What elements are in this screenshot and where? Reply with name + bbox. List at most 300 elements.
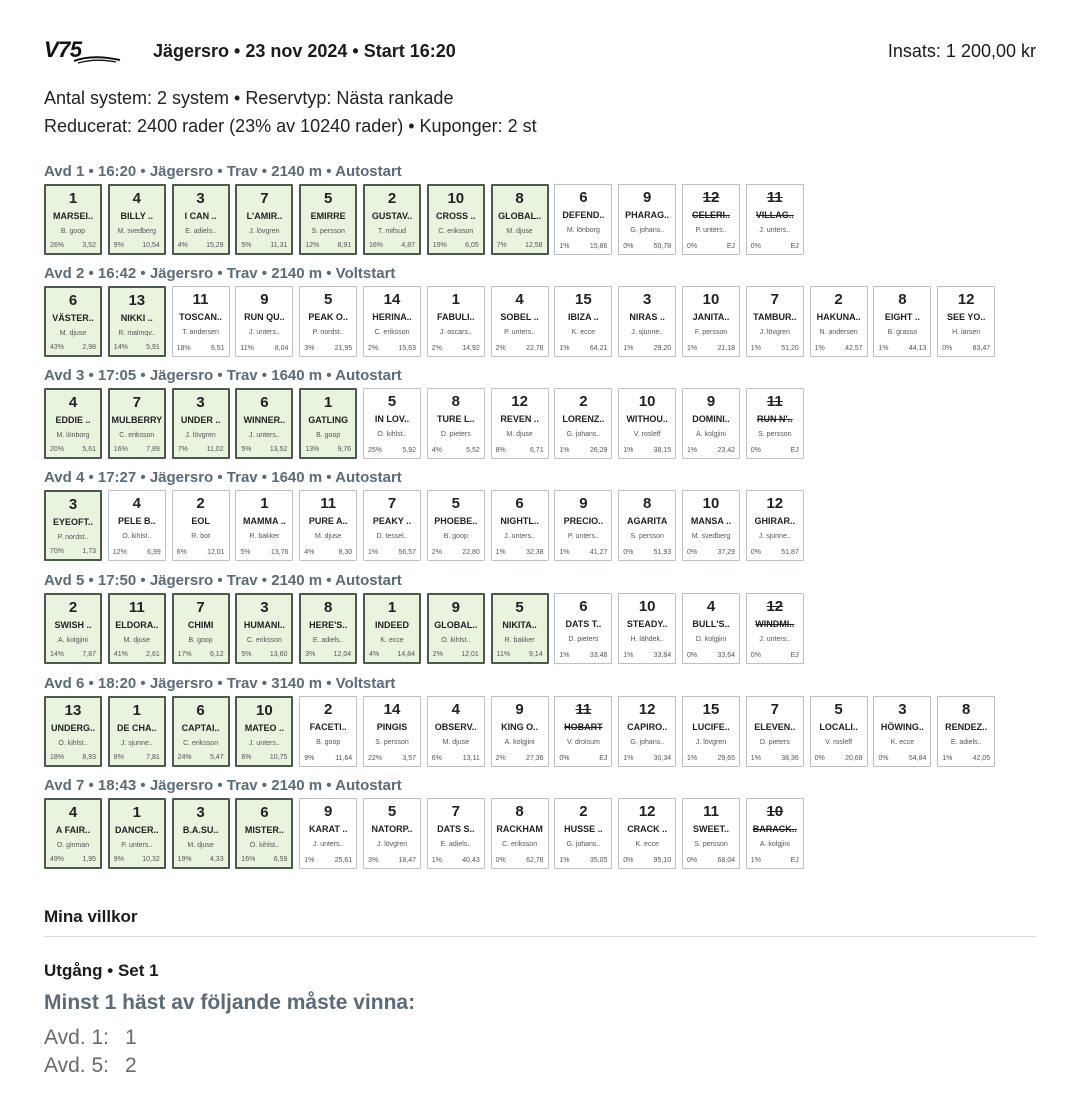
horse-card[interactable] — [363, 184, 421, 255]
bet-percentage: 2% — [368, 345, 379, 352]
horse-number: 12 — [638, 701, 656, 718]
horse-number: 9 — [706, 393, 716, 410]
bet-percentage: 0% — [942, 345, 953, 352]
bet-percentage: 1% — [623, 755, 634, 762]
horse-card[interactable] — [491, 388, 549, 459]
bet-percentage: 4% — [177, 242, 188, 249]
horse-name: A FAIR.. — [55, 825, 91, 835]
horse-card[interactable] — [299, 490, 357, 561]
horse-number: 9 — [515, 701, 524, 718]
horse-card[interactable] — [618, 798, 676, 869]
driver-name: J. oscars.. — [439, 329, 472, 336]
horse-odds: 44,13 — [908, 345, 927, 352]
horse-name: EYEOFT.. — [52, 517, 93, 527]
horse-name: HOBART — [564, 722, 603, 732]
driver-name: C. eriksson — [119, 432, 155, 439]
horse-card[interactable] — [682, 286, 740, 357]
horse-name: PHARAG.. — [625, 210, 670, 220]
horse-odds: 12,01 — [207, 549, 225, 556]
horse-odds: 11,31 — [270, 242, 288, 249]
driver-name: G. johans.. — [566, 841, 601, 848]
horse-name: PELE B.. — [118, 516, 156, 526]
driver-name: E. adiels.. — [950, 739, 982, 746]
driver-name: K. ecce — [571, 329, 596, 336]
horse-card[interactable] — [810, 286, 868, 357]
driver-name: P. nordst.. — [57, 534, 89, 541]
horse-odds: 83,47 — [972, 345, 991, 352]
horse-card[interactable] — [427, 696, 485, 767]
bet-percentage: 9% — [113, 242, 124, 249]
bet-percentage: 1% — [559, 447, 570, 454]
horse-name: HÖWING.. — [880, 722, 924, 732]
horse-card[interactable] — [554, 593, 612, 664]
horse-card[interactable] — [363, 593, 421, 664]
bet-percentage: 1% — [368, 549, 379, 556]
bet-percentage: 0% — [623, 243, 634, 250]
horse-card[interactable] — [44, 490, 102, 561]
horse-odds: 29,20 — [653, 345, 672, 352]
driver-name: B. grasso — [887, 329, 918, 336]
driver-name: O. ginman — [56, 842, 90, 849]
driver-name: Ö. kihlst.. — [249, 842, 279, 849]
condition-horse-number: 2 — [125, 1054, 137, 1077]
bet-percentage: 9% — [304, 755, 315, 762]
bet-percentage: 0% — [750, 549, 761, 556]
horse-card[interactable] — [491, 184, 549, 255]
bet-percentage: 1% — [304, 857, 315, 864]
horse-odds: 1,95 — [82, 856, 96, 863]
driver-name: T. mifsud — [377, 228, 406, 235]
horse-card[interactable] — [491, 593, 549, 664]
horse-name: EOL — [191, 516, 210, 526]
horse-card[interactable] — [554, 696, 612, 767]
bet-percentage: 0% — [878, 755, 889, 762]
horse-number: 3 — [260, 599, 269, 616]
horse-card[interactable] — [363, 286, 421, 357]
bet-percentage: 12% — [112, 549, 127, 556]
horse-odds: 9,76 — [337, 446, 352, 453]
horse-number: 4 — [68, 804, 78, 821]
horse-number: 1 — [132, 804, 141, 821]
bet-percentage: 41% — [113, 651, 128, 658]
horse-card[interactable] — [746, 388, 804, 459]
horse-card[interactable] — [554, 184, 612, 255]
horse-card[interactable] — [427, 593, 485, 664]
bet-percentage: 1% — [623, 345, 634, 352]
horse-number: 12 — [638, 803, 656, 820]
horse-odds: 12,58 — [525, 242, 543, 249]
driver-name: M. svedberg — [117, 228, 157, 235]
horse-card[interactable] — [554, 388, 612, 459]
horse-number: 5 — [387, 393, 397, 410]
horse-name: MAMMA .. — [243, 516, 286, 526]
horse-name: DOMINI.. — [692, 414, 730, 424]
horse-name: WINDMI.. — [755, 619, 795, 629]
horse-card[interactable] — [427, 184, 485, 255]
bet-percentage: 1% — [559, 243, 570, 250]
horse-name: ELEVEN.. — [754, 722, 796, 732]
horse-number: 4 — [132, 495, 141, 512]
horse-odds: 4,33 — [209, 856, 224, 863]
driver-name: J. lövgren — [185, 432, 216, 439]
bet-percentage: 2% — [431, 345, 442, 352]
bet-percentage: 12% — [305, 242, 320, 249]
horse-odds: 3,57 — [402, 755, 416, 762]
horse-name: BULL'S.. — [692, 619, 730, 629]
bet-percentage: 1% — [750, 755, 761, 762]
horse-odds: 9,14 — [528, 651, 543, 658]
horse-card[interactable] — [618, 593, 676, 664]
bet-percentage: 6% — [241, 754, 252, 761]
horse-card[interactable] — [44, 286, 102, 357]
horse-card[interactable] — [618, 696, 676, 767]
horse-card[interactable] — [491, 286, 549, 357]
horse-number: 7 — [387, 495, 397, 512]
horse-number: 5 — [324, 291, 333, 308]
horse-name: GLOBAL.. — [434, 620, 478, 630]
bet-percentage: 18% — [50, 754, 65, 761]
horse-number: 7 — [196, 599, 205, 616]
horse-card[interactable] — [235, 490, 293, 561]
horse-card[interactable] — [44, 798, 102, 869]
horse-name: MISTER.. — [244, 825, 284, 835]
horse-number: 10 — [256, 702, 273, 719]
bet-percentage: 1% — [750, 345, 761, 352]
bet-percentage: 16% — [369, 242, 384, 249]
horse-card[interactable] — [554, 798, 612, 869]
horse-number: 11 — [575, 701, 592, 718]
horse-card[interactable] — [618, 388, 676, 459]
horse-odds: 38,15 — [653, 447, 672, 454]
horse-number: 8 — [324, 599, 333, 616]
horse-number: 10 — [702, 291, 720, 308]
condition-outcome-set: Utgång • Set 1 — [44, 961, 159, 980]
horse-odds: 5,91 — [146, 344, 160, 351]
horse-name: MANSA .. — [690, 516, 732, 526]
horse-card[interactable] — [554, 286, 612, 357]
driver-name: G. johans.. — [630, 739, 665, 746]
horse-card[interactable] — [746, 286, 804, 357]
horse-number: 10 — [638, 393, 656, 410]
horse-number: 2 — [196, 495, 205, 512]
horse-name: JANITA.. — [692, 312, 730, 322]
horse-card[interactable] — [682, 593, 740, 664]
driver-name: D. pieters — [759, 739, 790, 746]
horse-number: 7 — [451, 803, 460, 820]
horse-card[interactable] — [299, 286, 357, 357]
horse-number: 1 — [68, 190, 78, 207]
driver-name: J. sjunne.. — [120, 740, 153, 747]
race-title: Avd 1 • 16:20 • Jägersro • Trav • 2140 m • Autostart — [44, 163, 402, 180]
horse-card[interactable] — [108, 184, 166, 255]
bet-percentage: 17% — [177, 651, 192, 658]
horse-odds: 14,92 — [462, 345, 480, 352]
horse-odds: 10,75 — [269, 754, 288, 761]
horse-card[interactable] — [682, 696, 740, 767]
driver-name: D. pieters — [568, 636, 599, 643]
horse-card[interactable] — [172, 593, 230, 664]
horse-card[interactable] — [682, 184, 740, 255]
bet-percentage: 4% — [304, 549, 315, 556]
bet-percentage: 1% — [623, 447, 634, 454]
horse-number: 3 — [643, 291, 652, 308]
horse-card[interactable] — [108, 286, 166, 357]
horse-number: 8 — [451, 393, 460, 410]
bet-percentage: 16% — [113, 446, 128, 453]
driver-name: P. unters.. — [695, 227, 727, 234]
horse-odds: 21,95 — [334, 345, 353, 352]
horse-name: PRECIO.. — [563, 516, 604, 526]
horse-odds: 68,04 — [717, 857, 735, 864]
horse-card[interactable] — [427, 286, 485, 357]
bet-percentage: 22% — [368, 755, 383, 762]
horse-card[interactable] — [491, 798, 549, 869]
driver-name: P. unters.. — [504, 329, 536, 336]
horse-card[interactable] — [235, 388, 293, 459]
horse-odds: 29,65 — [717, 755, 735, 762]
horse-card[interactable] — [618, 184, 676, 255]
horse-card[interactable] — [44, 696, 102, 767]
driver-name: T. andersen — [182, 329, 219, 336]
bet-percentage: 1% — [559, 857, 570, 864]
horse-number: 6 — [515, 495, 524, 512]
horse-number: 9 — [451, 599, 460, 616]
bet-percentage: 5% — [241, 446, 252, 453]
driver-name: M. djuse — [314, 533, 342, 540]
horse-odds: 15,86 — [589, 243, 608, 250]
horse-card[interactable] — [172, 798, 230, 869]
bet-percentage: 4% — [369, 651, 380, 658]
horse-card[interactable] — [299, 388, 357, 459]
horse-odds: EJ — [599, 755, 608, 762]
bet-percentage: 2% — [432, 651, 443, 658]
horse-odds: 18,47 — [398, 857, 416, 864]
horse-card[interactable] — [299, 593, 357, 664]
horse-number: 7 — [770, 291, 779, 308]
horse-number: 2 — [579, 393, 588, 410]
horse-number: 5 — [387, 803, 397, 820]
horse-odds: 22,78 — [526, 345, 544, 352]
horse-card[interactable] — [363, 388, 421, 459]
horse-odds: 26,29 — [589, 447, 608, 454]
driver-name: J. lövgren — [695, 739, 727, 746]
horse-name: KING O.. — [501, 722, 539, 732]
driver-name: M. djuse — [506, 228, 533, 235]
horse-name: SWEET.. — [692, 824, 729, 834]
horse-number: 15 — [575, 291, 592, 308]
driver-name: B. goop — [443, 533, 468, 540]
horse-odds: 37,29 — [717, 549, 735, 556]
horse-card[interactable] — [172, 490, 230, 561]
horse-card[interactable] — [746, 798, 804, 869]
horse-odds: 6,71 — [529, 447, 544, 454]
horse-card[interactable] — [427, 388, 485, 459]
horse-number: 4 — [451, 701, 460, 718]
driver-name: C. eriksson — [246, 637, 282, 644]
horse-number: 5 — [515, 599, 524, 616]
horse-number: 2 — [68, 599, 78, 616]
horse-name: CRACK .. — [627, 824, 668, 834]
horse-odds: 42,57 — [845, 345, 863, 352]
horse-card[interactable] — [746, 184, 804, 255]
horse-name: PINGIS — [376, 722, 408, 732]
horse-number: 9 — [260, 291, 269, 308]
horse-number: 7 — [770, 701, 779, 718]
bet-percentage: 0% — [495, 857, 506, 864]
horse-card[interactable] — [172, 286, 230, 357]
horse-card[interactable] — [44, 184, 102, 255]
horse-card[interactable] — [363, 798, 421, 869]
driver-name: J. unters.. — [249, 329, 280, 336]
horse-odds: 95,10 — [653, 857, 672, 864]
bet-percentage: 6% — [176, 549, 187, 556]
driver-name: E. adiels.. — [440, 841, 472, 848]
horse-odds: 7,81 — [146, 754, 160, 761]
bet-percentage: 43% — [50, 344, 65, 351]
horse-name: DE CHA.. — [117, 723, 157, 733]
bet-percentage: 0% — [687, 857, 698, 864]
horse-card[interactable] — [618, 490, 676, 561]
horse-card[interactable] — [235, 593, 293, 664]
driver-name: M. djuse — [442, 739, 470, 746]
driver-name: H. lähdek.. — [630, 636, 664, 643]
driver-name: C. eriksson — [502, 841, 538, 848]
bet-percentage: 1% — [687, 755, 698, 762]
driver-name: R. bakker — [249, 533, 280, 540]
horse-card[interactable] — [235, 184, 293, 255]
driver-name: C. eriksson — [438, 228, 474, 235]
horse-name: UNDER .. — [180, 415, 221, 425]
driver-name: J. unters.. — [249, 740, 280, 747]
horse-card[interactable] — [554, 490, 612, 561]
driver-name: K. ecce — [380, 637, 404, 644]
bet-percentage: 3% — [304, 345, 315, 352]
horse-card[interactable] — [746, 696, 804, 767]
horse-number: 5 — [324, 190, 333, 207]
horse-name: CHIMI — [187, 620, 214, 630]
horse-card[interactable] — [44, 593, 102, 664]
driver-name: Ö. kihlst.. — [377, 431, 407, 438]
horse-card[interactable] — [299, 798, 357, 869]
horse-card[interactable] — [235, 798, 293, 869]
driver-name: B. goop — [316, 739, 341, 746]
horse-card[interactable] — [44, 388, 102, 459]
horse-odds: 2,98 — [82, 344, 96, 351]
horse-name: GLOBAL.. — [498, 211, 542, 221]
horse-number: 11 — [766, 189, 783, 206]
bet-percentage: 1% — [495, 549, 506, 556]
horse-card[interactable] — [235, 286, 293, 357]
horse-odds: 33,84 — [653, 652, 672, 659]
horse-name: DEFEND.. — [562, 210, 605, 220]
horse-card[interactable] — [427, 490, 485, 561]
horse-number: 11 — [320, 495, 337, 512]
horse-card[interactable] — [873, 696, 931, 767]
bet-percentage: 7% — [496, 242, 507, 249]
driver-name: C. eriksson — [374, 329, 410, 336]
horse-number: 12 — [702, 189, 720, 206]
race-title: Avd 2 • 16:42 • Jägersro • Trav • 2140 m • Voltstart — [44, 265, 396, 282]
bet-percentage: 0% — [623, 857, 634, 864]
horse-card[interactable] — [682, 798, 740, 869]
horse-name: VILLAG.. — [755, 210, 794, 220]
horse-number: 2 — [324, 701, 333, 718]
bet-percentage: 18% — [176, 345, 191, 352]
bet-percentage: 16% — [241, 856, 256, 863]
system-info-line-1: Antal system: 2 system • Reservtyp: Nästa rankade — [44, 88, 454, 108]
driver-name: J. sjunne.. — [758, 533, 791, 540]
horse-name: EIGHT .. — [884, 312, 920, 322]
driver-name: Ö. kihlst.. — [122, 533, 152, 540]
horse-card[interactable] — [937, 286, 995, 357]
horse-number: 4 — [706, 598, 716, 615]
horse-card[interactable] — [937, 696, 995, 767]
horse-number: 4 — [68, 394, 78, 411]
horse-odds: 2,61 — [146, 651, 160, 658]
condition-race-label: Avd. 5: — [44, 1054, 109, 1077]
horse-name: TOSCAN.. — [179, 312, 223, 322]
horse-card[interactable] — [810, 696, 868, 767]
driver-name: J. lövgren — [376, 841, 408, 848]
bet-percentage: 1% — [878, 345, 889, 352]
horse-number: 10 — [702, 495, 720, 512]
horse-card[interactable] — [682, 388, 740, 459]
horse-odds: 5,92 — [402, 447, 416, 454]
horse-card[interactable] — [746, 490, 804, 561]
horse-card[interactable] — [299, 184, 357, 255]
horse-card[interactable] — [108, 798, 166, 869]
horse-card[interactable] — [618, 286, 676, 357]
horse-number: 5 — [834, 701, 843, 718]
horse-card[interactable] — [108, 696, 166, 767]
horse-number: 7 — [260, 190, 269, 207]
driver-name: J. lövgren — [759, 329, 790, 336]
horse-name: I CAN .. — [184, 211, 217, 221]
bet-percentage: 1% — [623, 652, 634, 659]
horse-name: LORENZ.. — [562, 414, 605, 424]
horse-card[interactable] — [491, 696, 549, 767]
header — [44, 38, 1036, 66]
horse-card[interactable] — [491, 490, 549, 561]
horse-card[interactable] — [427, 798, 485, 869]
horse-card[interactable] — [172, 184, 230, 255]
horse-odds: EJ — [726, 243, 735, 250]
horse-card[interactable] — [682, 490, 740, 561]
horse-card[interactable] — [746, 593, 804, 664]
driver-name: N. andersen — [819, 329, 858, 336]
horse-card[interactable] — [873, 286, 931, 357]
horse-card[interactable] — [363, 490, 421, 561]
bet-percentage: 19% — [177, 856, 192, 863]
driver-name: M. djuse — [506, 431, 533, 438]
horse-card[interactable] — [172, 696, 230, 767]
horse-card[interactable] — [108, 388, 166, 459]
bet-percentage: 5% — [241, 651, 252, 658]
horse-card[interactable] — [108, 490, 166, 561]
horse-card[interactable] — [235, 696, 293, 767]
horse-card[interactable] — [108, 593, 166, 664]
horse-card[interactable] — [299, 696, 357, 767]
driver-name: A. kolgjini — [58, 637, 88, 644]
horse-odds: 32,38 — [526, 549, 544, 556]
logo-text: V75 — [44, 37, 82, 62]
horse-odds: 13,76 — [270, 549, 289, 556]
horse-card[interactable] — [172, 388, 230, 459]
driver-name: H. larsen — [952, 329, 981, 336]
driver-name: B. goop — [60, 228, 86, 235]
driver-name: V. rosleff — [825, 739, 853, 746]
horse-card[interactable] — [363, 696, 421, 767]
